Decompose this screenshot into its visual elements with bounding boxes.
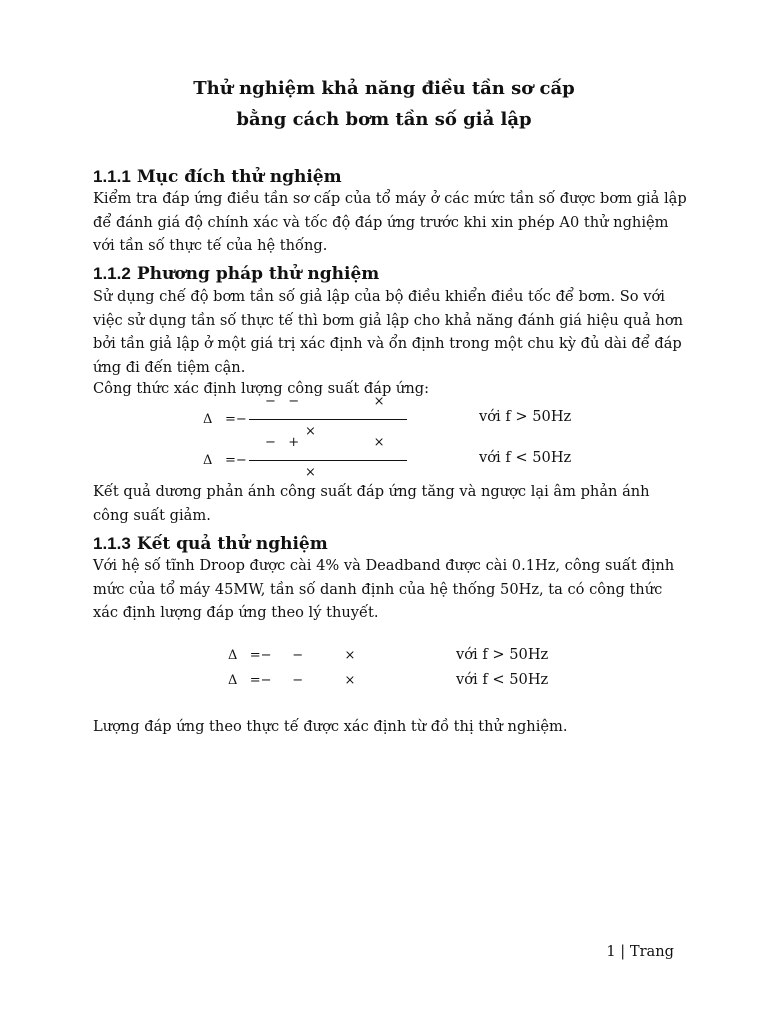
formula-denominator: × (305, 424, 316, 439)
section-heading-method (93, 264, 379, 284)
actual-response-note: Lượng đáp ứng theo thực tế được xác định từ đồ thị thử nghiệm. (93, 718, 568, 735)
result-explanation: Kết quả dương phản ánh công suất đáp ứng tăng và ngược lại âm phản ánh công suất giảm. (93, 483, 650, 524)
fraction-bar (249, 460, 407, 461)
formula-intro: Công thức xác định lượng công suất đáp ứng: (93, 380, 429, 397)
formula-over-50hz (203, 394, 683, 440)
section-text-results: Với hệ số tĩnh Droop được cài 4% và Deadband được cài 0.1Hz, công suất định mức của tổ máy 45MW, tần số danh định của hệ thống 50Hz, ta có công thức xác định lượng đáp ứng theo lý thuyết. (93, 557, 675, 621)
formula-eq: =− (225, 412, 247, 427)
formula-condition: với f < 50Hz (479, 449, 572, 466)
theoretical-formula-over-50hz (228, 648, 568, 663)
formula-condition: với f < 50Hz (456, 671, 549, 688)
section-text-method: Sử dụng chế độ bơm tần số giả lập của bộ điều khiển điều tốc để bơm. So với việc sử dụng tần số thực tế thì bơm giả lập cho khả năng đánh giá hiệu quả hơn bởi tần giả lập ở một giá trị xác định và ổn định trong một chu kỳ đủ dài để đáp ứng đi đến tiệm cận. (93, 288, 684, 376)
section-text-purpose: Kiểm tra đáp ứng điều tần sơ cấp của tổ máy ở các mức tần số được bơm giả lập để đánh giá độ chính xác và tốc độ đáp ứng trước khi xin phép A0 thử nghiệm với tần số thực tế của hệ thống. (93, 190, 687, 254)
formula-numerator: − + × (265, 435, 385, 450)
section-number: 1.1.3 (93, 534, 131, 553)
page-footer: 1 | Trang (606, 943, 674, 960)
theoretical-formula-under-50hz (228, 673, 568, 688)
section-number: 1.1.1 (93, 167, 131, 186)
section-title: Mục đích thử nghiệm (136, 167, 342, 187)
section-title: Kết quả thử nghiệm (136, 534, 328, 554)
formula-eq: =− (225, 453, 247, 468)
section-heading-results (93, 534, 328, 554)
formula-condition: với f > 50Hz (479, 408, 572, 425)
formula-expression: Δ =− − × (228, 673, 356, 688)
delta-symbol: Δ (203, 453, 213, 468)
section-number: 1.1.2 (93, 264, 131, 283)
document-title-line1: Thử nghiệm khả năng điều tần sơ cấp (193, 78, 575, 99)
section-heading-purpose (93, 167, 342, 187)
formula-under-50hz (203, 435, 683, 481)
formula-denominator: × (305, 465, 316, 480)
section-title: Phương pháp thử nghiệm (136, 264, 380, 284)
formula-condition: với f > 50Hz (456, 646, 549, 663)
fraction-bar (249, 419, 407, 420)
document-title-line2: bằng cách bơm tần số giả lập (236, 109, 532, 130)
formula-expression: Δ =− − × (228, 648, 356, 663)
delta-symbol: Δ (203, 412, 213, 427)
formula-numerator: − − × (265, 394, 385, 409)
